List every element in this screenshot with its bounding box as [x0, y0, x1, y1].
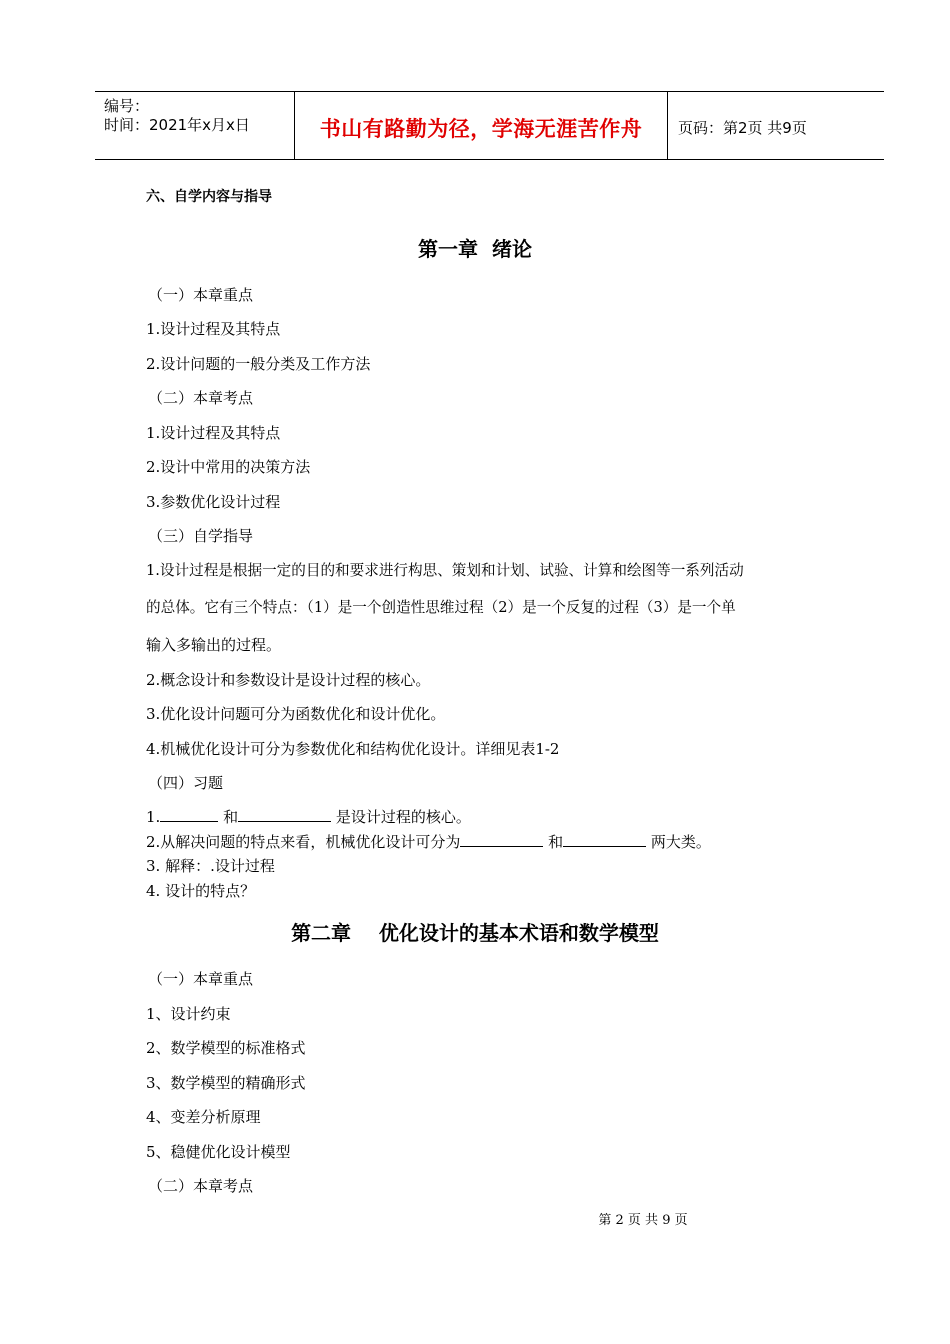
ch1-guide-text: 输入多输出的过程。 [146, 636, 282, 654]
fill-blank [460, 832, 543, 847]
ch2-focus-item: 1、设计约束 [146, 1005, 231, 1023]
exercise-2 [146, 832, 711, 851]
ch1-guide-text: 3.优化设计问题可分为函数优化和设计优化。 [146, 705, 446, 723]
section-title: 六、自学内容与指导 [146, 189, 272, 205]
exercise-4: 4. 设计的特点？ [146, 882, 256, 900]
ch2-focus-heading: （一）本章重点 [148, 970, 254, 988]
fill-blank [238, 807, 331, 822]
ch2-focus-item: 3、数学模型的精确形式 [146, 1074, 306, 1092]
ch1-exam-item: 2.设计中常用的决策方法 [146, 458, 311, 476]
motto: 书山有路勤为径，学海无涯苦作舟 [319, 117, 643, 141]
exercise-3: 3. 解释：.设计过程 [146, 857, 275, 875]
fill-blank [160, 807, 218, 822]
ch1-guide-text: 的总体。它有三个特点：（1）是一个创造性思维过程（2）是一个反复的过程（3）是一个单 [146, 599, 736, 616]
ch1-focus-item: 2.设计问题的一般分类及工作方法 [146, 355, 371, 373]
page-footer: 第 2 页 共 9 页 [598, 1213, 688, 1228]
ch1-guide-text: 2.概念设计和参数设计是设计过程的核心。 [146, 671, 431, 689]
ex1-and: 和 [223, 808, 239, 826]
ch2-focus-item: 2、数学模型的标准格式 [146, 1039, 306, 1057]
ex2-text: 2.从解决问题的特点来看，机械优化设计可分为 [146, 833, 461, 851]
ex1-tail: 是设计过程的核心。 [335, 808, 471, 826]
time-label: 时间：2021年x月x日 [104, 116, 250, 134]
page-info: 页码：第2页 共9页 [678, 119, 807, 137]
ch2-exam-heading: （二）本章考点 [148, 1177, 254, 1195]
chapter2-title: 第二章 优化设计的基本术语和数学模型 [291, 921, 659, 945]
ex1-number: 1. [146, 808, 161, 826]
ch2-focus-item: 5、稳健优化设计模型 [146, 1143, 291, 1161]
ch1-exam-item: 1.设计过程及其特点 [146, 424, 281, 442]
ch1-focus-heading: （一）本章重点 [148, 286, 254, 304]
ch1-guide-text: 4.机械优化设计可分为参数优化和结构优化设计。详细见表1-2 [146, 740, 560, 758]
header-left-cell [95, 92, 295, 159]
ch1-exercise-heading: （四）习题 [148, 774, 224, 792]
header-table [95, 91, 884, 160]
exercise-1 [146, 807, 471, 826]
chapter1-title: 第一章 绪论 [418, 237, 532, 261]
ex2-tail: 两大类。 [650, 833, 711, 851]
ch1-exam-item: 3.参数优化设计过程 [146, 493, 281, 511]
header-right-cell [668, 92, 884, 159]
number-label: 编号： [104, 97, 150, 115]
ch1-guide-text: 1.设计过程是根据一定的目的和要求进行构思、策划和计划、试验、计算和绘图等一系列活动 [146, 562, 744, 579]
ex2-and: 和 [548, 833, 564, 851]
ch1-guide-heading: （三）自学指导 [148, 527, 254, 545]
ch1-exam-heading: （二）本章考点 [148, 389, 254, 407]
ch2-focus-item: 4、变差分析原理 [146, 1108, 261, 1126]
fill-blank [563, 832, 646, 847]
header-center-cell [295, 92, 668, 159]
ch1-focus-item: 1.设计过程及其特点 [146, 320, 281, 338]
